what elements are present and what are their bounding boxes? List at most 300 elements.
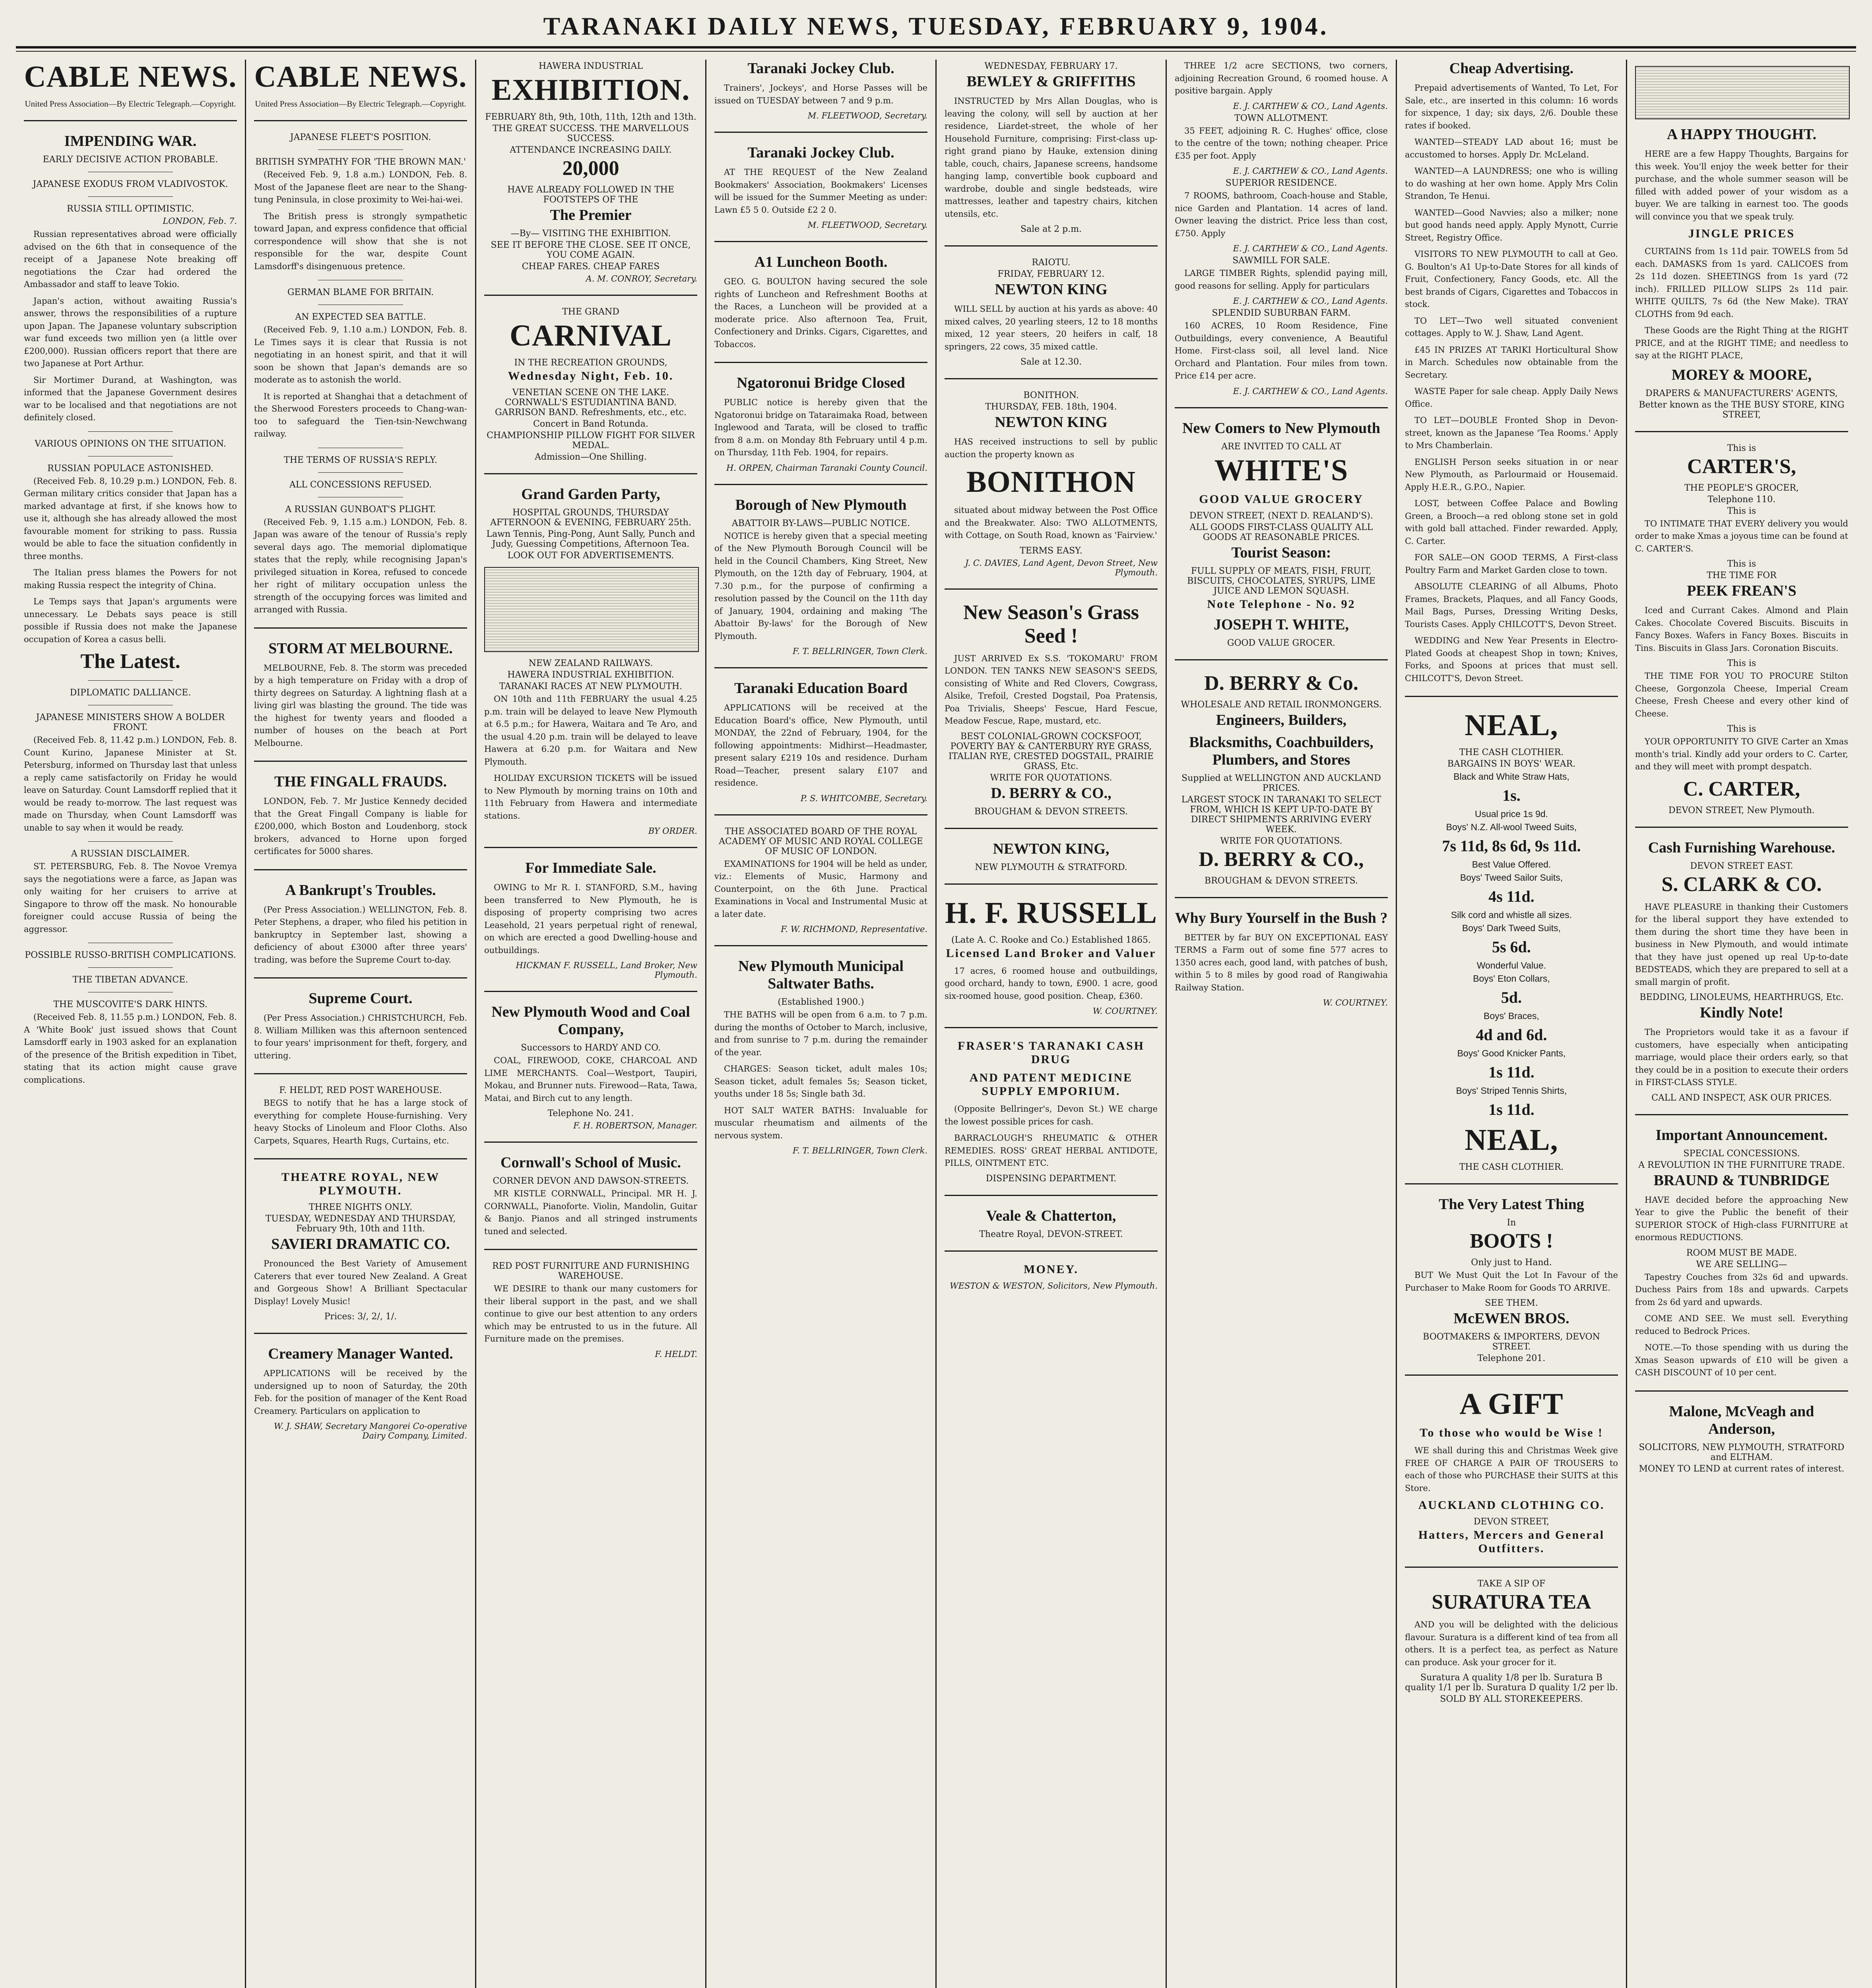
article-paragraph: The Italian press blames the Powers for not making Russia respect the integrity of China. (24, 568, 237, 590)
divider (714, 241, 927, 242)
academy-signature: F. W. RICHMOND, Representative. (781, 924, 927, 934)
this-is: This is (1727, 724, 1756, 734)
exhibition-text: HAVE ALREADY FOLLOWED IN THE FOOTSTEPS OF THE (507, 185, 674, 205)
divider (1405, 1567, 1618, 1568)
money-lend-text: MONEY TO LEND at current rates of interest. (1639, 1464, 1845, 1474)
exhibition-society: HAWERA INDUSTRIAL (539, 61, 643, 71)
auckland-heading: AUCKLAND CLOTHING CO. (1418, 1499, 1605, 1512)
money-heading: MONEY. (1024, 1262, 1079, 1276)
exodus-heading: JAPANESE EXODUS FROM VLADIVOSTOK. (33, 179, 228, 189)
divider (254, 977, 467, 978)
note-text: NOTE.—To those spending with us during the Xmas Season upwards of £10 will be given a CASH DISCOUNT of 10 per cent. (1635, 1343, 1848, 1377)
newton-heading: NEWTON KING (995, 281, 1108, 298)
divider (1405, 696, 1618, 697)
bonithon-place: BONITHON. (1023, 390, 1079, 400)
boots-just-hand: Only just to Hand. (1471, 1258, 1552, 1268)
furniture-heading: RED POST FURNITURE AND FURNISHING WAREHOUSE. (492, 1261, 689, 1281)
carters-heading: CARTER'S, (1687, 455, 1796, 478)
article-paragraph: (Received Feb. 9, 1.8 a.m.) LONDON, Feb. 8. Most of the Japanese fleet are near to the Shang-tung Peninsula, in close proximity to Wei-hai-wei. (254, 170, 467, 204)
divider (714, 484, 927, 485)
divider (88, 680, 173, 681)
bewley-time: Sale at 2 p.m. (1020, 224, 1082, 234)
carthew-signature: E. J. CARTHEW & CO., Land Agents. (1233, 166, 1388, 176)
clark-heading: S. CLARK & CO. (1661, 873, 1822, 896)
divider (254, 761, 467, 762)
garden-sub: HOSPITAL GROUNDS, THURSDAY AFTERNOON & EVENING, FEBRUARY 25th. (490, 508, 691, 528)
bewley-text: INSTRUCTED by Mrs Allan Douglas, who is leaving the colony, will sell by auction at her residence, Liardet-street, the whole of her Household Furniture, comprising: First-class up-right grand piano by Hauke, extension dining table, couch, chairs, Japanese screens, handsome hanging lamp, convertible book cupboard and wardrobe, double and single bedsteads, wire mattresses, leather and tapestry chairs, kitchen utensils, etc. (945, 96, 1158, 219)
sale-heading: For Immediate Sale. (525, 860, 656, 876)
selling-heading: WE ARE SELLING— (1696, 1259, 1787, 1270)
exhibition-attendance: ATTENDANCE INCREASING DAILY. (510, 145, 672, 155)
divider (88, 967, 173, 968)
borough-signature: F. T. BELLRINGER, Town Clerk. (792, 646, 927, 656)
baths-text: THE BATHS will be open from 6 a.m. to 7 p.m. during the months of October to March, inclusive, and from sunrise to 7 p.m. during the remainder of the year. (714, 1010, 927, 1057)
berry-sub: WHOLESALE AND RETAIL IRONMONGERS. (1181, 699, 1382, 710)
this-is: This is (1727, 443, 1756, 453)
railways-order: BY ORDER. (648, 826, 697, 836)
neal-price: 4d and 6d. (1476, 1026, 1547, 1044)
borough-text: NOTICE is hereby given that a special meeting of the New Plymouth Borough Council will be held in the Council Chambers, King Street, New Plymouth, on the 12th day of February, 1904, at 7.30 p.m., for the purpose of confirming a resolution passed by the Council on the 11th day of January, 1904, ordaining and making 'The Abattoir By-laws' for the Borough of New Plymouth. (714, 531, 927, 641)
exhibition-success: THE GREAT SUCCESS. THE MARVELLOUS SUCCESS. (493, 124, 689, 144)
locomotive-engraving (484, 567, 699, 652)
complications-heading: POSSIBLE RUSSO-BRITISH COMPLICATIONS. (25, 950, 236, 960)
opportunity-text: YOUR OPPORTUNITY TO GIVE Carter an Xmas month's trial. Kindly add your orders to C. Carter, and they will meet with prompt despatch. (1635, 737, 1848, 771)
divider (1405, 1375, 1618, 1376)
garden-look-out: LOOK OUT FOR ADVERTISEMENTS. (507, 551, 674, 561)
terms-heading: THE TERMS OF RUSSIA'S REPLY. (284, 455, 437, 465)
board-signature: P. S. WHITCOMBE, Secretary. (800, 793, 927, 803)
splendid-heading: SPLENDID SUBURBAN FARM. (1212, 308, 1351, 318)
creamery-signature: W. J. SHAW, Secretary Mangorei Co-operative Dairy Company, Limited. (274, 1421, 467, 1441)
article-paragraph: (Received Feb. 8, 11.55 p.m.) LONDON, Feb. 8. A 'White Book' just issued shows that Count Lamsdorff early in 1903 asked for an explanation of the presence of the British expedition in Tibet, stating that its action might cause grave complications. (24, 1012, 237, 1085)
jingle-text: CURTAINS from 1s 11d pair. TOWELS from 5d each. DAMASKS from 1s yard. CALICOES from 2s 11d dozen. SHEETINGS from 1s yard (72 inch). FRILLED PILLOW SLIPS 2s 11d pair. WHITE QUILTS, 7s 6d (the New Make). TRAY CLOTHS from 9d each. (1635, 247, 1848, 319)
classified-ad: WANTED—Good Navvies; also a milker; none but good hands need apply. Apply Mynott, Currie Street, Registry Office. (1405, 208, 1618, 243)
bankrupt-heading: A Bankrupt's Troubles. (285, 881, 436, 899)
classified-ad: VISITORS TO NEW PLYMOUTH to call at Geo. G. Boulton's A1 Up-to-Date Stores for all kinds of Fruit, Confectionery, Fancy Goods, etc. All the best brands of Cigars, Cigarettes and Tobaccos in stock. (1405, 249, 1618, 309)
town-allotment-text: 35 FEET, adjoining R. C. Hughes' office, close to the centre of the town; nothing cheaper. Price £35 per foot. Apply (1175, 126, 1388, 161)
article-paragraph: (Received Feb. 9, 1.15 a.m.) LONDON, Feb. 8. Japan was aware of the tenour of Russia's reply several days ago. The memorial diplomatique states that the reply, while recognising Japan's privileged situation in Korea, refused to concede her right of military occupation unless the strength of the occupying forces was limited and arranged with Russia. (254, 517, 467, 614)
attendance-figure: 20,000 (562, 157, 619, 180)
russell-sub: (Late A. C. Rooke and Co.) Established 1865. (951, 935, 1151, 945)
divider (318, 472, 403, 473)
creamery-text: APPLICATIONS will be received by the undersigned up to noon of Saturday, the 20th Feb. for the position of manager of the Kent Road Creamery. Particulars on application to (254, 1369, 467, 1416)
hatters-heading: Hatters, Mercers and General Outfitters. (1418, 1528, 1605, 1555)
heldt-text: BEGS to notify that he has a large stock of everything for complete House-furnishing. Very heavy Stocks of Linoleum and Floor Cloths. Also Carpets, Squares, Hearth Rugs, Curtains, etc. (254, 1098, 467, 1145)
russell-signature: W. COURTNEY. (1092, 1006, 1158, 1016)
auckland-sub: DEVON STREET, (1473, 1517, 1550, 1527)
russell-heading: H. F. RUSSELL (945, 896, 1157, 930)
sale-text: OWING to Mr R. I. STANFORD, S.M., having been transferred to New Plymouth, he is disposing of property comprising two acres Leasehold, 21 years perpetual right of renewal, on which are erected a good Dwelling-house and outbuildings. (484, 883, 697, 955)
morey-sub: DRAPERS & MANUFACTURERS' AGENTS, (1645, 388, 1838, 398)
clark-text: HAVE PLEASURE in thanking their Customers for the liberal support they have extended to them during the short time they have been in business in New Plymouth, and would intimate that they have just opened up real Up-to-date BEDSTEADS, which they are prepared to sell at a small margin of profit. (1635, 902, 1848, 987)
neal-item: Boys' Good Knicker Pants, (1457, 1048, 1566, 1058)
mcewen-telephone: Telephone 201. (1477, 1353, 1546, 1363)
classified-ad: TO LET—Two well situated convenient cottages. Apply to W. J. Shaw, Land Agent. (1405, 316, 1618, 338)
article-paragraph: Russian representatives abroad were officially advised on the 6th that in consequence of the receipt of a Japanese Note breaking off negotiations the Czar had ordered the Ambassador and staff to leave Tokio. (24, 229, 237, 289)
classified-ad: ENGLISH Person seeks situation in or near New Plymouth, as Parlourmaid or Housemaid. Apply H.E.R., G.P.O., Napier. (1405, 457, 1618, 492)
divider (945, 828, 1158, 829)
exhibition-dates: FEBRUARY 8th, 9th, 10th, 11th, 12th and 13th. (485, 112, 696, 122)
article-paragraph: Japan's action, without awaiting Russia's answer, throws the responsibilities of a rupture upon Japan. The Japanese voluntary subscription war fund exceeds two million yen (a little over £200,000). Russian officers report that there are two Japanese at Port Arthur. (24, 296, 237, 368)
seed-heading: New Season's Grass Seed ! (963, 601, 1139, 647)
carnival-heading: CARNIVAL (510, 319, 672, 352)
neal-price: 1s 11d. (1488, 1063, 1534, 1081)
sawmill-heading: SAWMILL FOR SALE. (1232, 256, 1330, 266)
neal-price: 1s 11d. (1488, 1101, 1534, 1118)
morey-address: Better known as the THE BUSY STORE, KING STREET, (1639, 400, 1845, 420)
wood-signature: F. H. ROBERTSON, Manager. (573, 1121, 697, 1130)
divider (945, 1195, 1158, 1196)
room-text: ROOM MUST BE MADE. (1686, 1248, 1797, 1258)
theatre-prices: Prices: 3/, 2/, 1/. (324, 1312, 397, 1322)
bewley-date: WEDNESDAY, FEBRUARY 17. (984, 61, 1118, 71)
optimistic-heading: RUSSIA STILL OPTIMISTIC. (67, 204, 194, 214)
gift-heading: A GIFT (1459, 1387, 1564, 1421)
cheap-text: Prepaid advertisements of Wanted, To Let, For Sale, etc., are inserted in this column: 16 words for sixpence, 1 day; six days, 2/6. Double these rates if booked. (1405, 83, 1618, 130)
call-text: CALL AND INSPECT, ASK OUR PRICES. (1651, 1093, 1832, 1103)
exhibition-cheap-fares: CHEAP FARES. CHEAP FARES (522, 262, 660, 272)
intimate-text: TO INTIMATE THAT EVERY delivery you would order to make Xmas a joyous time can be found at C. CARTER'S. (1635, 518, 1848, 553)
seed-berry-sub: BROUGHAM & DEVON STREETS. (974, 806, 1128, 817)
neal-price: 1s. (1502, 786, 1521, 804)
divider (484, 1249, 697, 1250)
comers-heading: New Comers to New Plymouth (1182, 419, 1381, 437)
luncheon-text: GEO. G. BOULTON having secured the sole rights of Luncheon and Refreshment Booths at the Races, a Luncheon will be provided at a moderate price. Also afternoon Tea, Fruit, Confectionery and Drinks. Cigars, Cigarettes, and Tobaccos. (714, 277, 927, 349)
baths-heading: New Plymouth Municipal Saltwater Baths. (738, 958, 904, 992)
sawmill-text: LARGE TIMBER Rights, splendid paying mill, good reasons for selling. Apply for particulars (1175, 268, 1388, 291)
borough-heading: Borough of New Plymouth (735, 496, 907, 513)
jingle-heading: JINGLE PRICES (1688, 227, 1795, 240)
theatre-company: SAVIERI DRAMATIC CO. (271, 1236, 450, 1252)
neal-item: Boys' Dark Tweed Suits, (1462, 923, 1561, 933)
storm-heading: STORM AT MELBOURNE. (268, 640, 453, 657)
populace-heading: RUSSIAN POPULACE ASTONISHED. (47, 463, 213, 474)
gunboat-heading: A RUSSIAN GUNBOAT'S PLIGHT. (285, 504, 436, 514)
carnival-date: Wednesday Night, Feb. 10. (508, 369, 674, 382)
decorative-engraving (1635, 66, 1850, 119)
dateline: LONDON, Feb. 7. (163, 216, 237, 226)
neal-item: Usual price 1s 9d. (1474, 809, 1548, 819)
newton3-sub: NEW PLYMOUTH & STRATFORD. (975, 862, 1127, 872)
fraser-text: BARRACLOUGH'S RHEUMATIC & OTHER REMEDIES. ROSS' GREAT HERBAL ANTIDOTE, PILLS, OINTMENT ETC. (945, 1133, 1158, 1168)
mcewen-heading: McEWEN BROS. (1453, 1310, 1569, 1327)
berry2-sub: BROUGHAM & DEVON STREETS. (1205, 876, 1358, 886)
patent-heading: AND PATENT MEDICINE SUPPLY EMPORIUM. (969, 1071, 1133, 1098)
neal-clothier: THE CASH CLOTHIER. (1459, 747, 1564, 757)
divider (714, 814, 927, 815)
happy-heading: A HAPPY THOUGHT. (1666, 126, 1817, 143)
neal-item: Wonderful Value. (1476, 960, 1546, 971)
concessions-heading: ALL CONCESSIONS REFUSED. (289, 480, 432, 490)
railways-sub: HAWERA INDUSTRIAL EXHIBITION. (507, 670, 674, 680)
engineers-heading: Engineers, Builders, (1216, 711, 1347, 728)
classified-ad: WASTE Paper for sale cheap. Apply Daily News Office. (1405, 386, 1618, 409)
divider (945, 1027, 1158, 1028)
tea-storekeepers: SOLD BY ALL STOREKEEPERS. (1440, 1694, 1583, 1704)
cash-sub: DEVON STREET EAST. (1690, 861, 1793, 871)
divider (254, 627, 467, 629)
divider (945, 883, 1158, 885)
right-price-text: These Goods are the Right Thing at the RIGHT PRICE, and at the RIGHT TIME; and needless to say at the RIGHT PLACE, (1635, 326, 1848, 360)
divider (945, 588, 1158, 590)
superior-heading: SUPERIOR RESIDENCE. (1225, 178, 1337, 188)
theatre-heading: THEATRE ROYAL, NEW PLYMOUTH. (281, 1171, 440, 1197)
railways-heading: NEW ZEALAND RAILWAYS. (528, 658, 653, 668)
divider (484, 847, 697, 848)
divider (1175, 897, 1388, 898)
neal-item: Silk cord and whistle all sizes. (1451, 910, 1572, 920)
bridge-text: PUBLIC notice is hereby given that the Ngatoronui bridge on Tataraimaka Road, between Inglewood and Tarata, will be closed to traffic from 8 a.m. on Monday 8th February until 4 p.m. on Thursday, 11th Feb. 1904, for repairs. (714, 398, 927, 457)
column-3 (476, 60, 706, 1988)
concessions-text: SPECIAL CONCESSIONS. (1683, 1148, 1800, 1159)
divider (945, 1250, 1158, 1252)
columns (16, 60, 1856, 1988)
bonithon-heading: BONITHON (966, 465, 1136, 499)
seed-berry: D. BERRY & CO., (991, 784, 1112, 802)
divider (484, 473, 697, 474)
hints-heading: THE MUSCOVITE'S DARK HINTS. (53, 1000, 208, 1010)
music-text: MR KISTLE CORNWALL, Principal. MR H. J. CORNWALL, Pianoforte. Violin, Mandolin, Guitar & Banjo. Pianos and all stringed instruments tuned and selected. (484, 1189, 697, 1236)
suratura-heading: SURATURA TEA (1432, 1591, 1591, 1613)
divider (1635, 1390, 1848, 1392)
masthead-title: TARANAKI DAILY NEWS, TUESDAY, FEBRUARY 9, 1904. (543, 12, 1329, 40)
opinions-heading: VARIOUS OPINIONS ON THE SITUATION. (35, 439, 226, 449)
carters-telephone: Telephone 110. (1707, 494, 1776, 505)
theatre-dates: TUESDAY, WEDNESDAY AND THURSDAY, February 9th, 10th and 11th. (265, 1214, 456, 1234)
board-heading: Taranaki Education Board (734, 680, 908, 697)
classified-ad: WEDDING and New Year Presents in Electro-Plated Goods at cheapest Shop in town; Knives, Forks, and Spoons at prices that must sell. CHILCOTT'S, Devon Street. (1405, 636, 1618, 683)
russell-text: 17 acres, 6 roomed house and outbuildings, good orchard, handy to town, £900. 1 acre, good six-roomed house, good position. Cheap, £360. (945, 966, 1158, 1001)
mcewen-sub: BOOTMAKERS & IMPORTERS, DEVON STREET. (1423, 1332, 1600, 1352)
whites-heading: WHITE'S (1214, 453, 1348, 487)
classified-ad: WANTED—STEADY LAD about 16; must be accustomed to horses. Apply Dr. McLeland. (1405, 137, 1618, 159)
carthew-signature: E. J. CARTHEW & CO., Land Agents. (1233, 244, 1388, 253)
latest-thing-heading: The Very Latest Thing (1439, 1196, 1584, 1213)
exhibition-see-it: SEE IT BEFORE THE CLOSE. SEE IT ONCE, YOU COME AGAIN. (491, 240, 691, 260)
this-is: This is (1727, 658, 1756, 668)
classified-ad: LOST, between Coffee Palace and Bowling Green, a Brooch—a red oblong stone set in gold with gold ball attached. Finder rewarded. Apply, C. Carter. (1405, 499, 1618, 546)
revolution-text: A REVOLUTION IN THE FURNITURE TRADE. (1638, 1160, 1845, 1170)
seed-quotations: WRITE FOR QUOTATIONS. (990, 773, 1112, 783)
neal-price: 5d. (1501, 988, 1522, 1006)
berry-heading: D. BERRY & Co. (1204, 672, 1358, 695)
creamery-heading: Creamery Manager Wanted. (268, 1345, 453, 1362)
divider (1175, 407, 1388, 408)
tibetan-heading: THE TIBETAN ADVANCE. (72, 975, 188, 985)
bridge-signature: H. ORPEN, Chairman Taranaki County Council. (726, 463, 927, 473)
time-for: THE TIME FOR (1707, 571, 1777, 580)
jockey2-heading: Taranaki Jockey Club. (747, 144, 894, 161)
tea-take: TAKE A SIP OF (1477, 1579, 1546, 1589)
neal-item: Boys' Braces, (1484, 1011, 1539, 1021)
divider (714, 667, 927, 668)
column-4 (706, 60, 937, 1988)
classified-ad: £45 IN PRIZES AT TARIKI Horticultural Show in March. Schedules now obtainable from the Secretary. (1405, 345, 1618, 380)
gift-text: WE shall during this and Christmas Week give FREE OF CHARGE A PAIR OF TROUSERS to each of those who PURCHASE their SUITS at this Store. (1405, 1446, 1618, 1493)
bonithon-date: THURSDAY, FEB. 18th, 1904. (985, 402, 1117, 412)
come-text: COME AND SEE. We must sell. Everything reduced to Bedrock Prices. (1635, 1314, 1848, 1336)
joseph-sub: GOOD VALUE GROCER. (1227, 638, 1336, 648)
boots-heading: BOOTS ! (1470, 1230, 1553, 1252)
neal-price: 4s 11d. (1488, 887, 1534, 905)
dalliance-heading: DIPLOMATIC DALLIANCE. (70, 688, 191, 698)
c-carter-heading: C. CARTER, (1683, 777, 1800, 800)
raiotu-date: FRIDAY, FEBRUARY 12. (997, 269, 1105, 279)
carthew-signature: E. J. CARTHEW & CO., Land Agents. (1233, 386, 1388, 396)
boots-see-them: SEE THEM. (1485, 1298, 1538, 1308)
superior-text: 7 ROOMS, bathroom, Coach-house and Stable, nice Garden and Plantation. 14 acres of land. Owner leaving the district. Price less than cost, £750. Apply (1175, 191, 1388, 238)
bewley-heading: BEWLEY & GRIFFITHS (966, 73, 1136, 90)
divider (254, 1073, 467, 1074)
divider (254, 1333, 467, 1334)
kindly-text: The Proprietors would take it as a favour if customers, have especially when anticipating marriage, would place their orders early, so that they could be in a position to execute their orders in FIRST-CLASS STYLE. (1635, 1027, 1848, 1087)
war-heading: IMPENDING WAR. (64, 133, 197, 149)
article-paragraph: (Per Press Association.) WELLINGTON, Feb. 8. Peter Stephens, a draper, who filed his petition in bankruptcy in September last, showing a deficiency of about £3000 after three years' trading, was before the Supreme Court to-day. (254, 905, 467, 965)
bedding-text: BEDDING, LINOLEUMS, HEARTHRUGS, Etc. (1639, 992, 1844, 1002)
morey-heading: MOREY & MOORE, (1671, 366, 1812, 383)
premier-heading: The Premier (550, 207, 632, 223)
cable-credit: United Press Association—By Electric Telegraph.—Copyright. (25, 99, 236, 109)
veale-heading: Veale & Chatterton, (986, 1207, 1116, 1224)
carnival-sub: IN THE RECREATION GROUNDS, (514, 358, 667, 368)
blame-heading: GERMAN BLAME FOR BRITAIN. (287, 287, 434, 297)
divider (714, 945, 927, 946)
bridge-heading: Ngatoronui Bridge Closed (737, 375, 905, 391)
battle-heading: AN EXPECTED SEA BATTLE. (295, 312, 426, 322)
article-paragraph: LONDON, Feb. 7. Mr Justice Kennedy decided that the Great Fingall Company is liable for £200,000, which Boston and Loudenborg, stock brokers, advanced to Horne upon forged certificates for 5000 shares. (254, 796, 467, 856)
divider (88, 841, 173, 842)
neal2-clothier: THE CASH CLOTHIER. (1459, 1162, 1564, 1172)
garden-text: Lawn Tennis, Ping-Pong, Aunt Sally, Punch and Judy, Guessing Competitions, Afternoon Tea. (486, 529, 695, 549)
disclaimer-heading: A RUSSIAN DISCLAIMER. (71, 849, 190, 859)
neal-bargains: BARGAINS IN BOYS' WEAR. (1447, 759, 1576, 769)
cheap-heading: Cheap Advertising. (1449, 60, 1574, 77)
phone-note: Note Telephone - No. 92 (1207, 597, 1356, 611)
ryegrass-text: BEST COLONIAL-GROWN COCKSFOOT, POVERTY BAY & CANTERBURY RYE GRASS, ITALIAN RYE, CRESTED DOGSTAIL, PRAIRIE GRASS, Etc. (948, 731, 1154, 771)
masthead-rule-top (16, 46, 1856, 49)
neal-item: Boys' N.Z. All-wool Tweed Suits, (1446, 822, 1577, 832)
divider (24, 120, 237, 121)
malone-heading: Malone, McVeagh and Anderson, (1669, 1403, 1814, 1437)
newton-time: Sale at 12.30. (1020, 357, 1082, 367)
divider (484, 295, 697, 296)
cable-news-heading: CABLE NEWS. (254, 60, 467, 93)
neal-item: Boys' Striped Tennis Shirts, (1456, 1085, 1567, 1096)
railways-races: TARANAKI RACES AT NEW PLYMOUTH. (499, 681, 683, 691)
money-signature: WESTON & WESTON, Solicitors, New Plymouth. (950, 1281, 1158, 1291)
why-signature: W. COURTNEY. (1323, 998, 1388, 1008)
column-7 (1397, 60, 1627, 1988)
theatre-nights: THREE NIGHTS ONLY. (308, 1202, 413, 1212)
divider (484, 991, 697, 992)
supreme-heading: Supreme Court. (308, 990, 413, 1007)
article-paragraph: (Received Feb. 8, 10.29 p.m.) LONDON, Feb. 8. German military critics consider that Japan has a marked advantage at first, if she knows how to use it, although she has already allowed the most favourable moment for striking to pass. Russia would be able to face the situation confidently in three months. (24, 476, 237, 561)
solicitors-text: SOLICITORS, NEW PLYMOUTH, STRATFORD and ELTHAM. (1639, 1442, 1845, 1462)
neal-item: Best Value Offered. (1472, 859, 1551, 870)
c-carter-sub: DEVON STREET, New Plymouth. (1668, 805, 1815, 815)
article-paragraph: (Per Press Association.) CHRISTCHURCH, Feb. 8. William Milliken was this afternoon sentenced to four years' imprisonment for theft, forgery, and uttering. (254, 1013, 467, 1060)
largest-text: LARGEST STOCK IN TARANAKI TO SELECT FROM, WHICH IS KEPT UP-TO-DATE BY DIRECT SHIPMENTS ARRIVING EVERY WEEK. (1181, 794, 1381, 835)
why-heading: Why Bury Yourself in the Bush ? (1175, 909, 1388, 926)
supplied-text: Supplied at WELLINGTON AND AUCKLAND PRICES. (1181, 773, 1381, 793)
divider (484, 1142, 697, 1143)
neal-item: Black and White Straw Hats, (1453, 771, 1569, 782)
fleet-heading: JAPANESE FLEET'S POSITION. (290, 132, 431, 142)
fraser-heading: FRASER'S TARANAKI CASH DRUG (958, 1039, 1145, 1066)
whites-goods: ALL GOODS FIRST-CLASS QUALITY ALL GOODS AT REASONABLE PRICES. (1189, 522, 1373, 542)
blacksmiths-heading: Blacksmiths, Coachbuilders, Plumbers, and Stores (1189, 734, 1373, 768)
divider (254, 869, 467, 870)
braund-text: HAVE decided before the approaching New Year to give the Public the benefit of their SUPERIOR STOCK of High-class FURNITURE at enormous REDUCTIONS. (1635, 1195, 1848, 1242)
selling-text: Tapestry Couches from 32s 6d and upwards. Duchess Pairs from 18s and upwards. Carpets from 2s 6d yard and upwards. (1635, 1272, 1848, 1307)
bonithon-signature: J. C. DAVIES, Land Agent, Devon Street, New Plymouth. (965, 558, 1158, 577)
heldt-heading: F. HELDT, RED POST WAREHOUSE. (279, 1085, 442, 1095)
classified-ad: TO LET—DOUBLE Fronted Shop in Devon-street, known as the Japanese 'Tea Rooms.' Apply to Mrs Chamberlain. (1405, 415, 1618, 450)
baths-charges: CHARGES: Season ticket, adult males 10s; Season ticket, adult females 5s; Season ticket, youths under 18 5s; Single bath 3d. (714, 1064, 927, 1099)
tourist-text: FULL SUPPLY OF MEATS, FISH, FRUIT, BISCUITS, CHOCOLATES, SYRUPS, LIME JUICE AND LEMON SQUASH. (1187, 566, 1375, 596)
latest-in: In (1507, 1218, 1516, 1228)
tourist-heading: Tourist Season: (1231, 544, 1331, 561)
newton3-heading: NEWTON KING, (993, 840, 1110, 857)
exhibition-signature: A. M. CONROY, Secretary. (586, 274, 697, 283)
bonithon-terms: TERMS EASY. (1020, 546, 1082, 556)
divider (88, 431, 173, 432)
neal-item: Boys' Tweed Sailor Suits, (1460, 872, 1563, 883)
tea-text: AND you will be delighted with the delicious flavour. Suratura is a different kind of tea from all others. It is a perfect tea, as perfect as Nature can produce. Ask your grocer for it. (1405, 1620, 1618, 1667)
classified-ad: ABSOLUTE CLEARING of all Albums, Photo Frames, Brackets, Plaques, and all Fancy Goods, Mail Bags, Purses, Dressing Writing Desks, Tourists Cases. Apply CHILCOTT'S, Devon Street. (1405, 582, 1618, 629)
carters-sub: THE PEOPLE'S GROCER, (1684, 483, 1799, 493)
jockey1-text: Trainers', Jockeys', and Horse Passes will be issued on TUESDAY between 7 and 9 p.m. (714, 83, 927, 105)
comers-invited: ARE INVITED TO CALL AT (1221, 441, 1341, 452)
baths-signature: F. T. BELLRINGER, Town Clerk. (792, 1146, 927, 1155)
carnival-venetian: VENETIAN SCENE ON THE LAKE. CORNWALL'S ESTUDIANTINA BAND. GARRISON BAND. Refreshments, etc., etc. (495, 388, 687, 417)
veale-sub: Theatre Royal, DEVON-STREET. (979, 1229, 1123, 1239)
jockey2-signature: M. FLEETWOOD, Secretary. (807, 220, 927, 230)
peek-text: Iced and Currant Cakes. Almond and Plain Cakes. Chocolate Covered Biscuits. Biscuits in Fancy Boxes. Wafers in Fancy Boxes. Biscuits in Tins. Biscuits in Glass Jars. Coronation Biscuits. (1635, 606, 1848, 653)
baths-sub: (Established 1900.) (778, 997, 864, 1007)
town-allotment-heading: TOWN ALLOTMENT. (1234, 113, 1328, 123)
bonithon-text: situated about midway between the Post Office and the Breakwater. Also: TWO ALLOTMENTS, with Cottage, on South Road, known as 'Fairview.' (945, 505, 1158, 540)
important-heading: Important Announcement. (1655, 1126, 1828, 1143)
sympathy-heading: BRITISH SYMPATHY FOR 'THE BROWN MAN.' (255, 157, 466, 167)
gift-sub: To those who would be Wise ! (1420, 1426, 1603, 1439)
happy-text: HERE are a few Happy Thoughts, Bargains for this week. You'll enjoy the week better for their purchase, and the whole summer season will be filled with added power of your wisdom as a buyer. We are talking in earnest too. The goods will convince you that we speak truly. (1635, 149, 1848, 221)
war-subheading: EARLY DECISIVE ACTION PROBABLE. (43, 155, 218, 165)
three-acres-text: THREE 1/2 acre SECTIONS, two corners, adjoining Recreation Ground, 6 roomed house. A positive bargain. Apply (1175, 61, 1388, 95)
railways-text: ON 10th and 11th FEBRUARY the usual 4.25 p.m. train will be delayed to leave New Plymouth at 6.5 p.m.; for Hawera, Waitara and Te Aro, and the usual 4.20 p.m. train will be delayed to leave Hawera at 6.20 p.m. for Waitara and New Plymouth. (484, 694, 697, 767)
cash-heading: Cash Furnishing Warehouse. (1648, 839, 1835, 856)
neal-price: 7s 11d, 8s 6d, 9s 11d. (1442, 837, 1581, 855)
jockey1-signature: M. FLEETWOOD, Secretary. (807, 111, 927, 120)
raiotu-place: RAIOTU. (1032, 258, 1071, 268)
academy-text: EXAMINATIONS for 1904 will be held as under, viz.: Elements of Music, Harmony and Counterpoint, on the 6th June. Practical Examinations in Vocal and Instrumental Music at a later date. (714, 859, 927, 919)
newton2-heading: NEWTON KING (995, 414, 1108, 431)
jockey2-text: AT THE REQUEST of the New Zealand Bookmakers' Association, Bookmakers' Licenses will be issued for the Summer Meeting as under: Lawn £5 5 0. Outside £2 2 0. (714, 167, 927, 215)
board-text: APPLICATIONS will be received at the Education Board's office, New Plymouth, until MONDAY, the 22nd of February, 1904, for the following appointments: Midhirst—Headmaster, present salary £219 10s and residence. Durham Road—Teacher, present salary £107 and residence. (714, 703, 927, 788)
fraser-dispensing: DISPENSING DEPARTMENT. (985, 1173, 1117, 1184)
berry2-heading: D. BERRY & CO., (1199, 848, 1364, 871)
borough-sub: ABATTOIR BY-LAWS—PUBLIC NOTICE. (731, 518, 910, 528)
article-paragraph: It is reported at Shanghai that a detachment of the Sherwood Foresters proceeds to Chang-wan-too to safeguard the Tien-tsin-Newchwang railway. (254, 391, 467, 439)
neal-item: Boys' Eton Collars, (1473, 973, 1550, 984)
kindly-heading: Kindly Note! (1699, 1004, 1784, 1021)
bolder-heading: JAPANESE MINISTERS SHOW A BOLDER FRONT. (36, 712, 225, 732)
seed-text: JUST ARRIVED Ex S.S. 'TOKOMARU' FROM LONDON. TEN TANKS NEW SEASON'S SEEDS, consisting of White and Red Clovers, Cowgrass, Alsike, Trefoil, Crested Dogstail, Poa Pratensis, Poa Trivialis, Sheeps' Fescue, Hard Fescue, Meadow Fescue, Rape, mustard, etc. (945, 653, 1158, 726)
carnival-pillow: CHAMPIONSHIP PILLOW FIGHT FOR SILVER MEDAL. (487, 431, 695, 450)
furniture-signature: F. HELDT. (655, 1349, 697, 1359)
luncheon-heading: A1 Luncheon Booth. (754, 254, 888, 270)
carnival-grand: THE GRAND (562, 307, 619, 317)
